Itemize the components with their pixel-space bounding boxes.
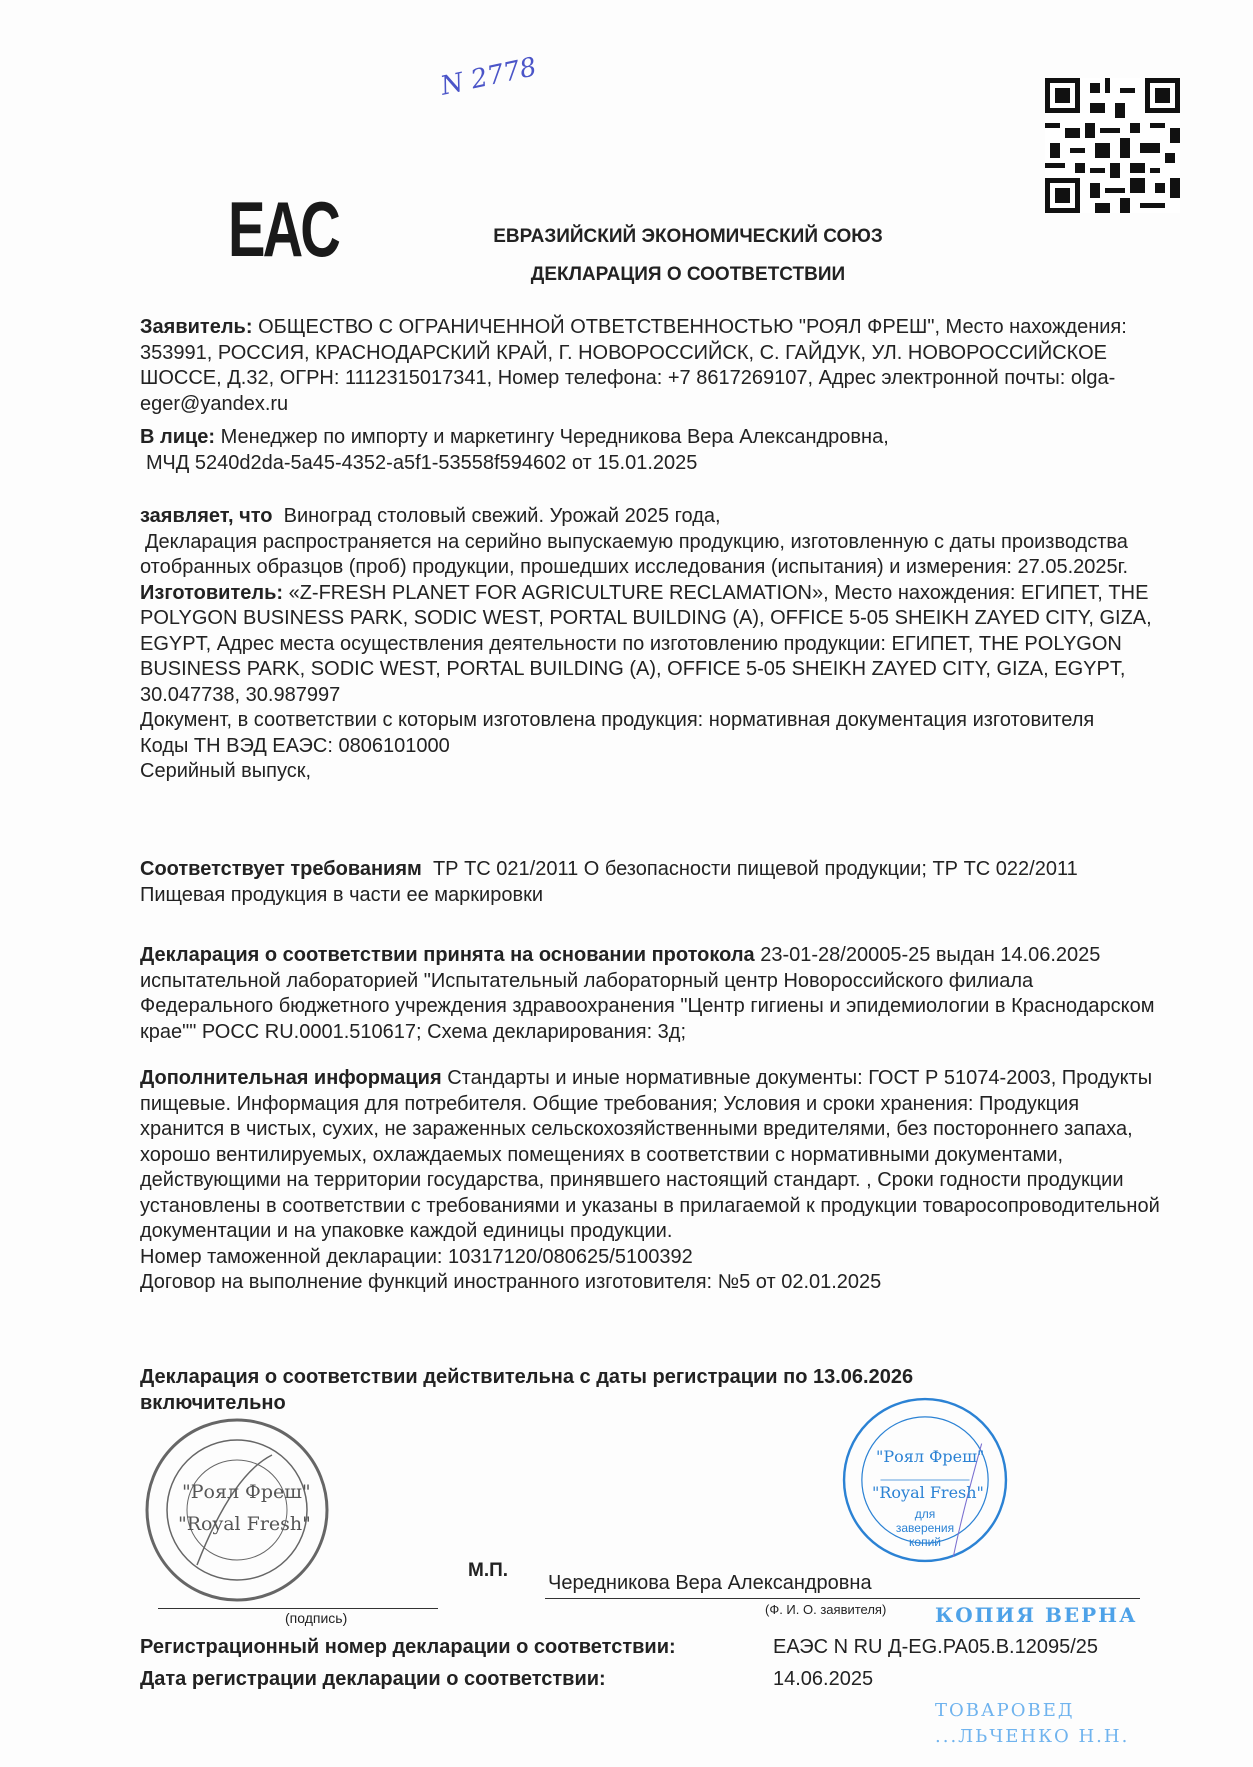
applicant-text: ОБЩЕСТВО С ОГРАНИЧЕННОЙ ОТВЕТСТВЕННОСТЬЮ "РОЯЛ ФРЕШ", Место нахождения: 353991, РОССИЯ, КРАСНОДАРСКИЙ КРАЙ, Г. НОВОРОССИЙСК, С. ГАЙДУК, УЛ. НОВОРОССИЙСКОЕ ШОССЕ, Д.32, ОГРН: 1112315017341, Номер телефона: +7 8617269107, Адрес электронной почты: olga-eger@yandex.ru xyxy=(140,316,1127,415)
manufacturer-document: Документ, в соответствии с которым изготовлена продукция: нормативная документация изготовителя xyxy=(140,709,1095,731)
copy-certified-stamp: КОПИЯ ВЕРНА xyxy=(935,1603,1138,1627)
manufacturer-label: Изготовитель: xyxy=(140,581,284,604)
name-caption: (Ф. И. О. заявителя) xyxy=(765,1602,887,1617)
blue-stamp-name-ru: "Роял Фреш" xyxy=(876,1447,985,1466)
document-title: ДЕКЛАРАЦИЯ О СООТВЕТСТВИИ xyxy=(530,264,846,285)
applicant-label: Заявитель: xyxy=(140,316,253,338)
qr-code-icon xyxy=(1045,78,1180,213)
registration-number-label: Регистрационный номер декларации о соответствии: xyxy=(140,1636,676,1658)
gray-stamp-name-ru: "Роял Фреш" xyxy=(182,1481,311,1503)
hs-codes: Коды ТН ВЭД ЕАЭС: 0806101000 xyxy=(140,734,450,757)
compliance-text: ТР ТС 021/2011 О безопасности пищевой продукции; ТР ТС 022/2011 Пищевая продукция в части ее маркировки xyxy=(140,858,1078,906)
copy-stamp-position: ТОВАРОВЕД xyxy=(935,1700,1075,1721)
representative-text: Менеджер по импорту и маркетингу Чередникова Вера Александровна, xyxy=(220,426,889,448)
customs-number: Номер таможенной декларации: 10317120/080625/5100392 xyxy=(140,1245,693,1268)
product-text: Виноград столовый свежий. Урожай 2025 года, xyxy=(283,505,721,527)
gray-stamp-name-en: "Royal Fresh" xyxy=(178,1513,311,1535)
manufacturer-text: «Z-FRESH PLANET FOR AGRICULTURE RECLAMATION», Место нахождения: ЕГИПЕТ, THE POLYGON BUSINESS PARK, SODIC WEST, PORTAL BUILDING (A), OFFICE 5-05 SHEIKH ZAYED CITY, GIZA, EGYPT, Адрес места осуществления деятельности по изготовлению продукции: ЕГИПЕТ, THE POLYGON BUSINESS PARK, SODIC WEST, PORTAL BUILDING (A), OFFICE 5-05 SHEIKH ZAYED CITY, GIZA, EGYPT, 30.047738, 30.987997 xyxy=(140,581,1152,706)
protocol-text: 23-01-28/20005-25 выдан 14.06.2025 испытательной лабораторией "Испытательный лабораторный центр Новороссийского филиала Федерального бюджетного учреждения здравоохранения "Центр гигиены и эпидемиологии в Краснодарском крае"" РОСС RU.0001.510617; Схема декларирования: 3д; xyxy=(140,944,1155,1043)
protocol-section xyxy=(140,943,1160,1045)
applicant-section xyxy=(140,315,1160,417)
contract-text: Договор на выполнение функций иностранного изготовителя: №5 от 02.01.2025 xyxy=(140,1271,882,1293)
signature-caption: (подпись) xyxy=(285,1610,348,1626)
signature-line xyxy=(158,1608,438,1609)
additional-text: Стандарты и иные нормативные документы: ГОСТ Р 51074-2003, Продукты пищевые. Информация для потребителя. Общие требования; Условия и сроки хранения: Продукция хранится в чистых, сухих, не зараженных сельскохозяйственными вредителями, без постороннего запаха, хорошо вентилируемых, охлаждаемых помещениях в соответствии с нормативными документами, действующими на территории государства, принявшего настоящий стандарт. , Сроки годности продукции установлены в соответствии с требованиями и указаны в прилагаемой к продукции товаросопроводительной документации и на упаковке каждой единицы продукции. xyxy=(140,1067,1160,1242)
additional-section xyxy=(140,1066,1160,1296)
company-stamp-gray xyxy=(142,1415,332,1605)
registration-date-label: Дата регистрации декларации о соответствии: xyxy=(140,1668,606,1690)
declaration-body xyxy=(140,504,1160,785)
qr-code[interactable] xyxy=(1045,78,1180,213)
blue-stamp-name-en: "Royal Fresh" xyxy=(872,1483,984,1502)
scope-text: Декларация распространяется на серийно выпускаемую продукцию, изготовленную с даты производства отобранных образцов (проб) продукции, прошедших исследования (испытания) и измерения: 27.05.2025г. xyxy=(140,530,1129,578)
representative-label: В лице: xyxy=(140,426,216,448)
declares-label: заявляет, что xyxy=(140,505,273,527)
representative-section xyxy=(140,425,1160,476)
blue-stamp-sub: для заверения копий xyxy=(895,1507,955,1549)
validity-text: Декларация о соответствии действительна с даты регистрации по 13.06.2026 включительно xyxy=(140,1366,914,1414)
union-title: ЕВРАЗИЙСКИЙ ЭКОНОМИЧЕСКИЙ СОЮЗ xyxy=(493,226,883,247)
compliance-label: Соответствует требованиям xyxy=(140,858,422,880)
company-stamp-blue xyxy=(840,1395,1010,1565)
copy-stamp-surname: ...ЛЬЧЕНКО Н.Н. xyxy=(935,1726,1130,1747)
additional-label: Дополнительная информация xyxy=(140,1067,442,1089)
mp-label: М.П. xyxy=(468,1560,509,1581)
eac-logo: EAC xyxy=(228,185,338,273)
name-line xyxy=(545,1598,1140,1599)
handwritten-registry-note: N 2778 xyxy=(437,52,540,102)
applicant-name: Чередникова Вера Александровна xyxy=(548,1572,872,1594)
registration-date: 14.06.2025 xyxy=(773,1668,874,1690)
release-type: Серийный выпуск, xyxy=(140,760,312,782)
compliance-section xyxy=(140,857,1160,908)
mchd-text: МЧД 5240d2da-5a45-4352-a5f1-53558f594602 от 15.01.2025 xyxy=(146,451,698,474)
protocol-label: Декларация о соответствии принята на основании протокола xyxy=(140,944,755,966)
registration-number: ЕАЭС N RU Д-EG.PA05.B.12095/25 xyxy=(773,1636,1099,1658)
